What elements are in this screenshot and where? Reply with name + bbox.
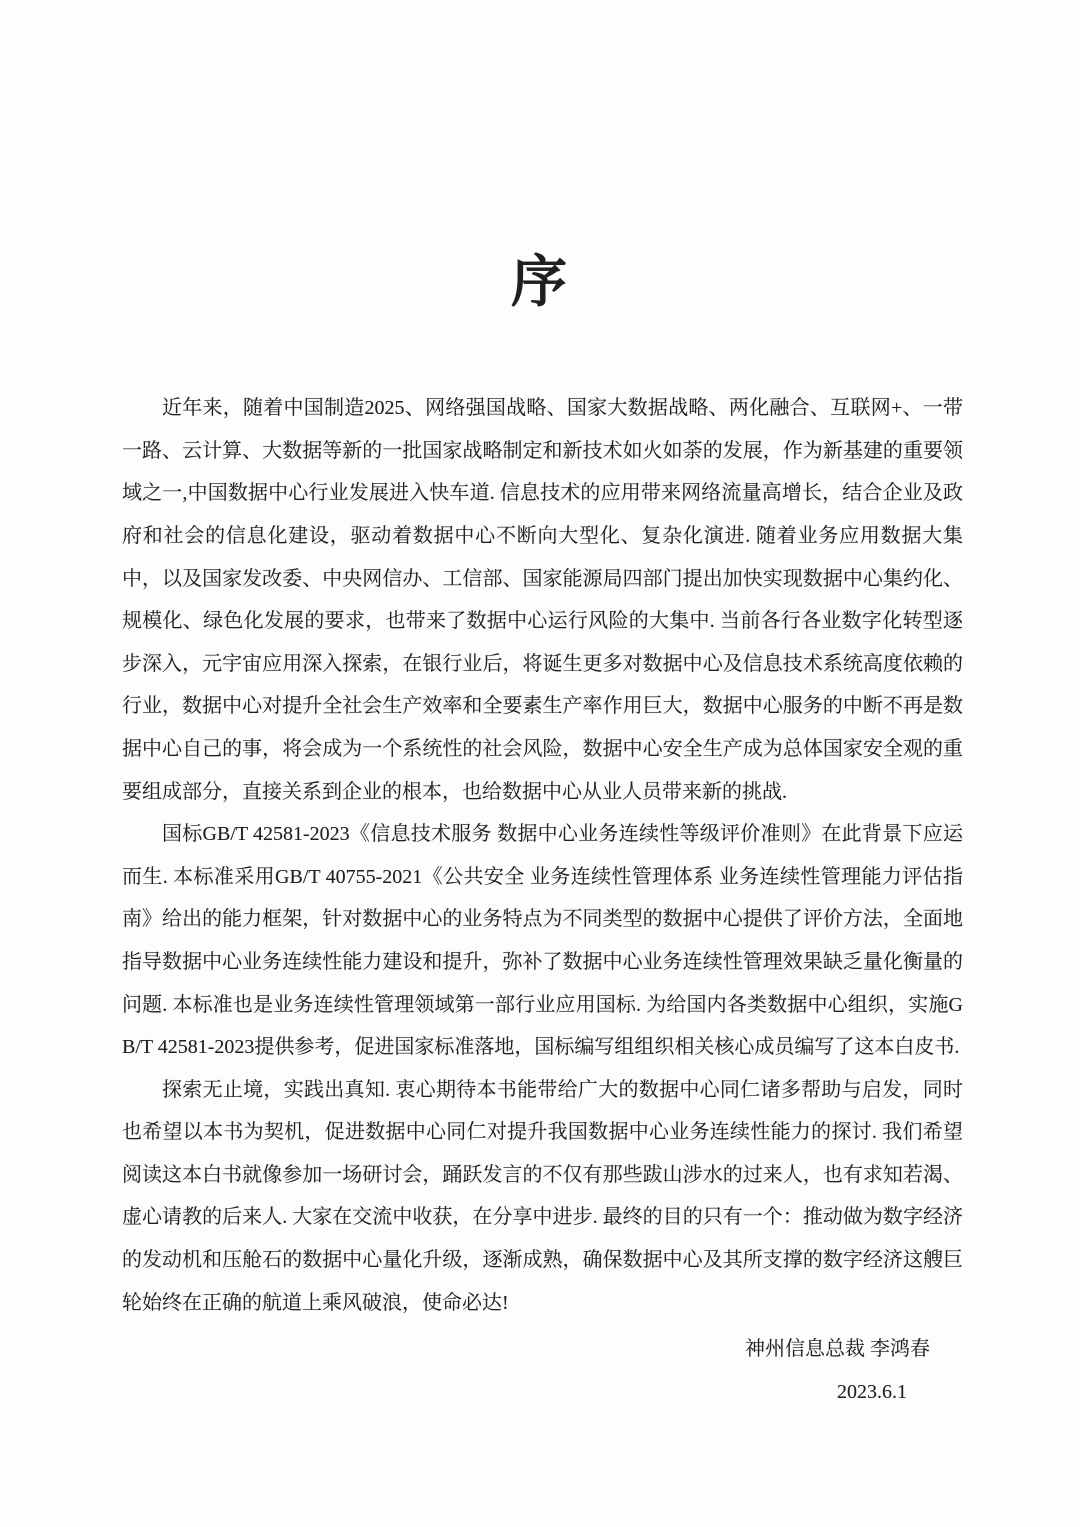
preface-body [122,387,963,1324]
preface-paragraph-3: 探索无止境，实践出真知. 衷心期待本书能带给广大的数据中心同仁诸多帮助与启发，同时也希望以本书为契机，促进数据中心同仁对提升我国数据中心业务连续性能力的探讨. 我们希望阅读这本白书就像参加一场研讨会，踊跃发言的不仅有那些跋山涉水的过来人，也有求知若渴、虚心请教的后来人. 大家在交流中收获，在分享中进步. 最终的目的只有一个：推动做为数字经济的发动机和压舱石的数据中心量化升级，逐渐成熟，确保数据中心及其所支撑的数字经济这艘巨轮始终在正确的航道上乘风破浪，使命必达! [122,1078,963,1314]
page-title: 序 [511,252,569,314]
preface-paragraph-2: 国标GB/T 42581-2023《信息技术服务 数据中心业务连续性等级评价准则》在此背景下应运而生. 本标准采用GB/T 40755-2021《公共安全 业务连续性管理体系 业务连续性管理能力评估指南》给出的能力框架，针对数据中心的业务特点为不同类型的数据中心提供了评价方法，全面地指导数据中心业务连续性能力建设和提升，弥补了数据中心业务连续性管理效果缺乏量化衡量的问题. 本标准也是业务连续性管理领域第一部行业应用国标. 为给国内各类数据中心组织，实施GB/T 42581-2023提供参考，促进国家标准落地，国标编写组组织相关核心成员编写了这本白皮书. [122,823,963,1059]
preface-paragraph-1: 近年来，随着中国制造2025、网络强国战略、国家大数据战略、两化融合、互联网+、一带一路、云计算、大数据等新的一批国家战略制定和新技术如火如荼的发展，作为新基建的重要领域之一,中国数据中心行业发展进入快车道. 信息技术的应用带来网络流量高增长，结合企业及政府和社会的信息化建设，驱动着数据中心不断向大型化、复杂化演进. 随着业务应用数据大集中，以及国家发改委、中央网信办、工信部、国家能源局四部门提出加快实现数据中心集约化、规模化、绿色化发展的要求，也带来了数据中心运行风险的大集中. 当前各行各业数字化转型逐步深入，元宇宙应用深入探索，在银行业后，将诞生更多对数据中心及信息技术系统高度依赖的行业，数据中心对提升全社会生产效率和全要素生产率作用巨大，数据中心服务的中断不再是数据中心自己的事，将会成为一个系统性的社会风险，数据中心安全生产成为总体国家安全观的重要组成部分，直接关系到企业的根本，也给数据中心从业人员带来新的挑战. [122,397,963,803]
signature-block [0,1328,1080,1414]
signature-name: 神州信息总裁 李鸿春 [745,1338,930,1361]
signature-date: 2023.6.1 [837,1381,907,1404]
